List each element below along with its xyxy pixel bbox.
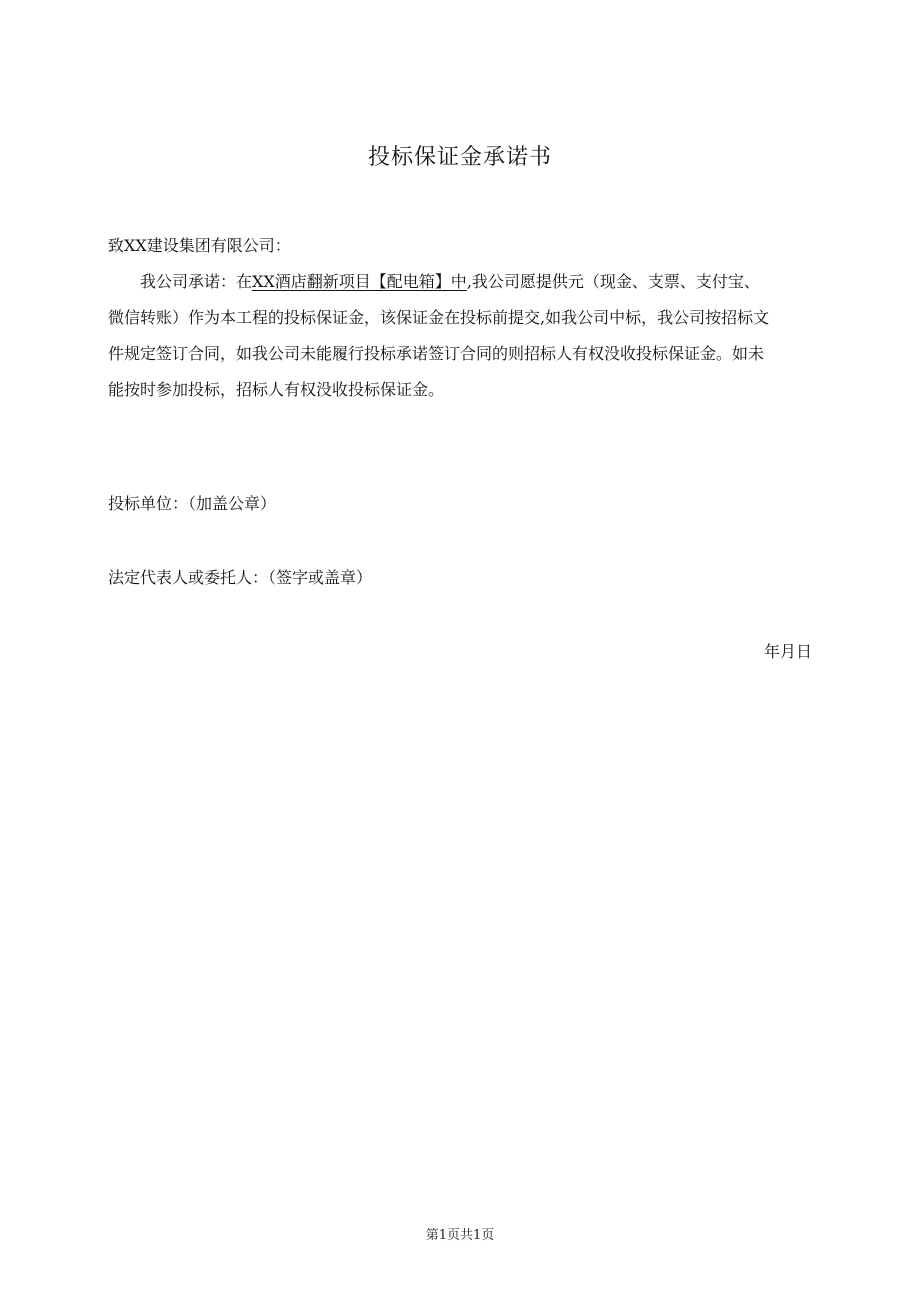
paragraph-line-1-prefix: 我公司承诺：在 bbox=[140, 272, 253, 291]
paragraph-line-3: 件规定签订合同，如我公司未能履行投标承诺签订合同的则招标人有权没收投标保证金。如未 bbox=[108, 344, 765, 363]
bidder-unit-label: 投标单位：（加盖公章） bbox=[108, 494, 277, 513]
salutation: 致XX建设集团有限公司： bbox=[108, 236, 291, 255]
date-label: 年月日 bbox=[763, 642, 812, 661]
paragraph-line-1-suffix: ,我公司愿提供元（现金、支票、支付宝、 bbox=[466, 272, 760, 291]
legal-representative-label: 法定代表人或委托人：（签字或盖章） bbox=[108, 568, 373, 587]
project-name-underlined: XX酒店翻新项目【配电箱】中 bbox=[252, 272, 467, 291]
page-footer: 第1页共1页 bbox=[425, 1228, 495, 1243]
paragraph-line-2: 微信转账）作为本工程的投标保证金，该保证金在投标前提交,如我公司中标，我公司按招标文 bbox=[108, 308, 770, 327]
paragraph-line-4: 能按时参加投标，招标人有权没收投标保证金。 bbox=[108, 380, 445, 399]
paragraph-line-1 bbox=[108, 264, 816, 300]
document-title: 投标保证金承诺书 bbox=[367, 145, 552, 170]
commitment-paragraph bbox=[108, 264, 816, 408]
